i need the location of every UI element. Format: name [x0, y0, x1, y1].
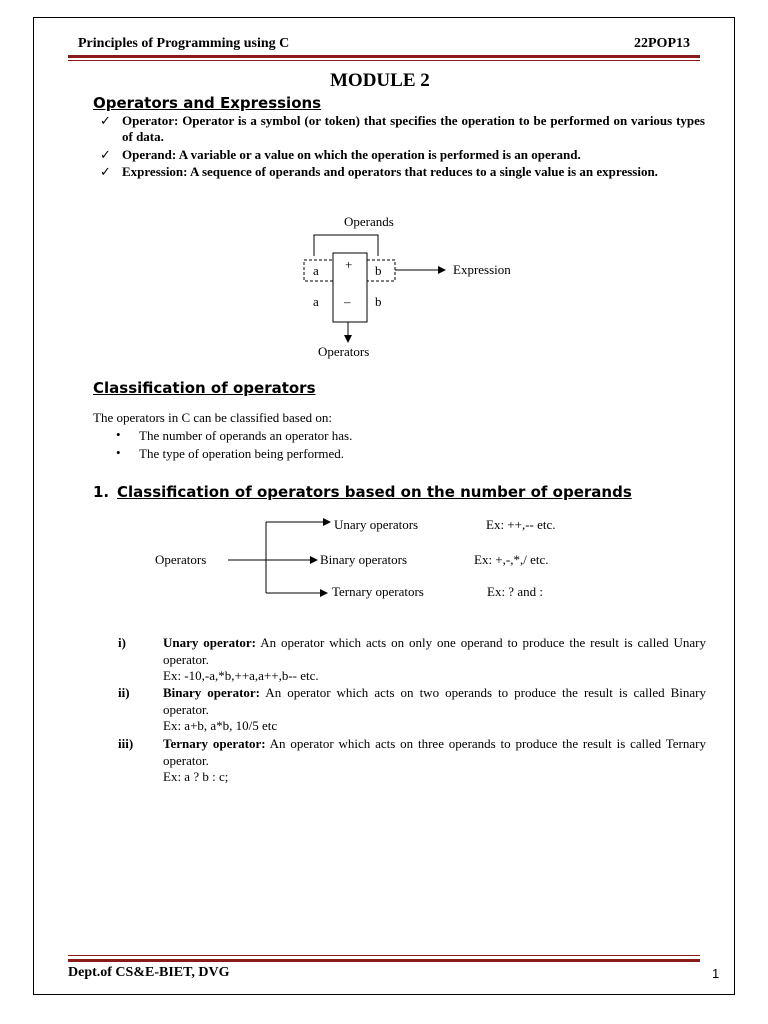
item-term: Unary operator: — [163, 635, 257, 650]
section-heading-classification: Classification of operators — [93, 379, 316, 397]
expression-arrowhead — [438, 266, 446, 274]
unary-example: Ex: ++,-- etc. — [486, 517, 556, 532]
bullet-item: The type of operation being performed. — [139, 446, 345, 461]
operators-label: Operators — [318, 344, 370, 359]
plus-sign: + — [345, 257, 353, 272]
binary-arrowhead — [310, 556, 318, 564]
item-ternary — [163, 736, 706, 786]
definition-operator: Operator: Operator is a symbol (or token) that specifies the operation to be performed on various types of data. — [122, 113, 705, 144]
bullet-icon: • — [116, 427, 121, 442]
item-number: ii) — [118, 685, 130, 700]
check-icon: ✓ — [100, 164, 111, 179]
item-desc: An operator which acts on two operands to produce the result is called Binary operator. — [163, 685, 706, 717]
footer-dept: Dept.of CS&E-BIET, DVG — [68, 965, 230, 980]
definition-expression: Expression: A sequence of operands and operators that reduces to a single value is an expression. — [122, 164, 658, 179]
operand-a-bottom: a — [313, 294, 319, 309]
footer-rule — [68, 959, 700, 962]
page-number: 1 — [712, 966, 720, 981]
header-code: 22POP13 — [634, 36, 690, 51]
operand-b-top: b — [375, 263, 382, 278]
item-example: Ex: a+b, a*b, 10/5 etc — [163, 718, 278, 733]
binary-example: Ex: +,-,*,/ etc. — [474, 552, 549, 567]
operand-a-top: a — [313, 263, 319, 278]
item-term: Binary operator: — [163, 685, 260, 700]
unary-arrowhead — [323, 518, 331, 526]
item-example: Ex: -10,-a,*b,++a,a++,b-- etc. — [163, 668, 319, 683]
check-icon: ✓ — [100, 147, 111, 162]
check-icon: ✓ — [100, 113, 111, 128]
item-term: Ternary operator: — [163, 736, 266, 751]
ternary-example: Ex: ? and : — [487, 584, 543, 599]
item-desc: An operator which acts on three operands to produce the result is called Ternary operator. — [163, 736, 706, 768]
ternary-operators-label: Ternary operators — [332, 584, 424, 599]
item-number: i) — [118, 635, 126, 650]
section-number: 1. — [93, 483, 110, 501]
item-number: iii) — [118, 736, 134, 751]
operators-arrowhead — [344, 335, 352, 343]
item-example: Ex: a ? b : c; — [163, 769, 229, 784]
bullet-icon: • — [116, 445, 121, 460]
diagram-root-operators: Operators — [155, 552, 207, 567]
definition-operand: Operand: A variable or a value on which the operation is performed is an operand. — [122, 147, 581, 162]
module-title: MODULE 2 — [330, 70, 430, 91]
footer-rule-thin — [68, 955, 700, 956]
operand-b-bottom: b — [375, 294, 382, 309]
section-heading-operators-expressions: Operators and Expressions — [93, 94, 322, 112]
classification-intro: The operators in C can be classified based on: — [93, 410, 332, 425]
binary-operators-label: Binary operators — [320, 552, 408, 567]
minus-sign: – — [344, 294, 351, 309]
item-unary — [163, 635, 706, 685]
item-binary — [163, 685, 706, 735]
header-title: Principles of Programming using C — [78, 36, 290, 51]
expression-label: Expression — [453, 262, 511, 277]
bullet-item: The number of operands an operator has. — [139, 428, 353, 443]
ternary-arrowhead — [320, 589, 328, 597]
operands-label: Operands — [344, 214, 394, 229]
unary-operators-label: Unary operators — [334, 517, 419, 532]
section-heading-by-operands: Classification of operators based on the number of operands — [117, 483, 632, 501]
item-desc: An operator which acts on only one operand to produce the result is called Unary operator. — [163, 635, 706, 667]
